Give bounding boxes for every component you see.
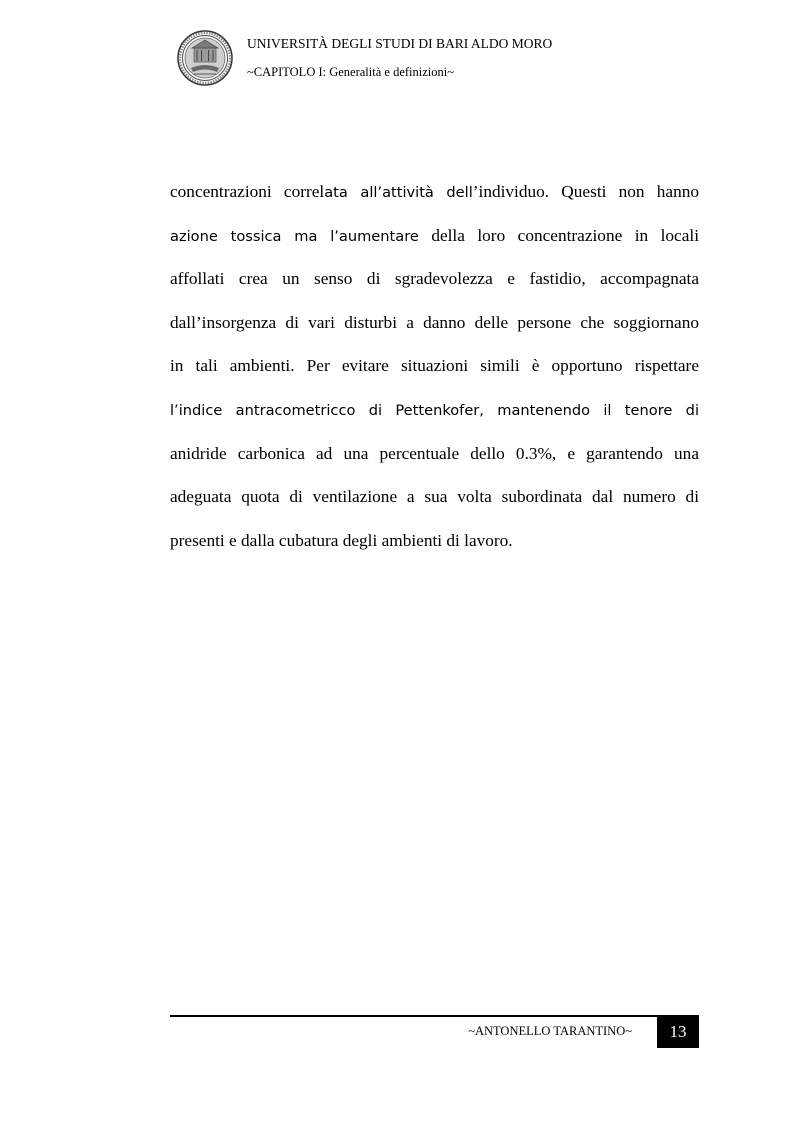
text-segment: ’individuo. Questi non hanno [472,182,700,201]
paragraph-line [170,216,699,260]
university-seal-logo [177,30,233,86]
text-segment: concentrazioni correl [170,182,325,201]
text-segment: affollati crea un senso di sgradevolezza e fastidio, accompagnata [170,269,699,289]
header-university-name: UNIVERSITÀ DEGLI STUDI DI BARI ALDO MORO [247,36,553,51]
paragraph-line [170,303,699,347]
text-segment: azione tossica ma l’aumentare [170,227,419,245]
paragraph-line [170,259,699,303]
text-segment: adeguata quota di ventilazione a sua volta subordinata dal numero di [170,487,699,507]
text-segment: in tali ambienti. Per evitare situazioni simili è opportuno rispettare [170,356,699,376]
body-paragraph [170,172,699,564]
paragraph-line [170,172,699,216]
header-chapter-title: ~CAPITOLO I: Generalità e definizioni~ [247,65,454,79]
text-segment: ata all’attività dell [324,184,473,201]
page-number: 13 [657,1016,699,1048]
text-segment: dall’insorgenza di vari disturbi a danno delle persone che soggiornano [170,312,699,332]
text-segment: l’indice antracometricco di Pettenkofer, mantenendo il tenore di [170,401,699,419]
paragraph-line [170,346,699,390]
text-segment: presenti e dalla cubatura degli ambienti di lavoro. [170,530,513,550]
university-seal-icon [177,30,233,86]
text-segment: della loro concentrazione in locali [418,225,700,245]
footer-author: ~ANTONELLO TARANTINO~ [468,1024,632,1038]
paragraph-line [170,434,699,478]
text-segment: anidride carbonica ad una percentuale dello 0.3%, e garantendo una [170,443,699,463]
paragraph-line [170,521,699,565]
paragraph-line [170,390,699,434]
paragraph-line [170,477,699,521]
footer-divider [170,1015,699,1017]
